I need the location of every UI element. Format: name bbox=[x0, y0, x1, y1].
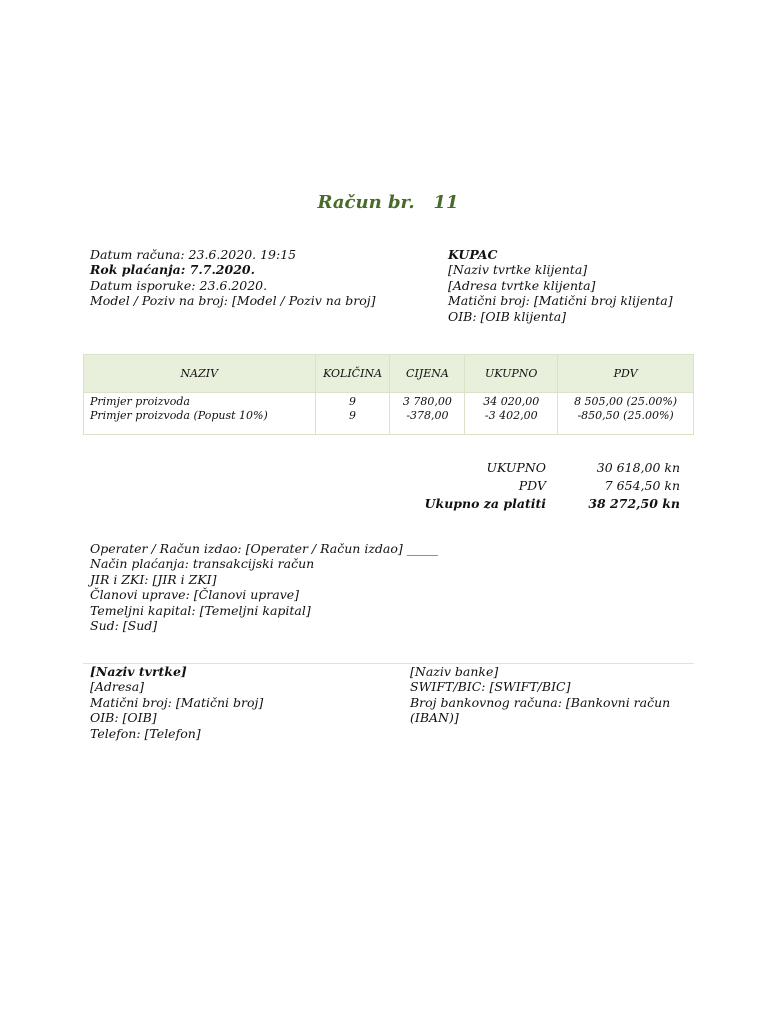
grand-total-value: 38 272,50 kn bbox=[588, 496, 680, 511]
item-quantity-cell bbox=[315, 393, 390, 435]
subtotal-value: 30 618,00 kn bbox=[596, 460, 680, 475]
item-vat-cell bbox=[558, 393, 694, 435]
invoice-details bbox=[90, 247, 376, 309]
item-name: Primjer proizvoda bbox=[90, 395, 190, 408]
company-reg-no: Matični broj: [Matični broj] bbox=[90, 694, 264, 710]
court: Sud: [Sud] bbox=[90, 618, 158, 634]
payment-method: Način plaćanja: transakcijski račun bbox=[90, 556, 315, 572]
payment-reference: Model / Poziv na broj: [Model / Poziv na broj] bbox=[90, 293, 376, 309]
grand-total-label: Ukupno za platiti bbox=[424, 496, 546, 511]
item-price-cell bbox=[390, 393, 465, 435]
operator-line: Operater / Račun izdao: [Operater / Račun izdao] _____ bbox=[90, 541, 438, 556]
item-total-cell bbox=[465, 393, 558, 435]
vat-total-value: 7 654,50 kn bbox=[604, 478, 680, 493]
column-header-quantity: KOLIČINA bbox=[315, 355, 390, 393]
table-row bbox=[84, 393, 694, 435]
due-date: Rok plaćanja: 7.7.2020. bbox=[90, 262, 255, 278]
column-header-price: CIJENA bbox=[390, 355, 465, 393]
buyer-oib: OIB: [OIB klijenta] bbox=[448, 308, 567, 324]
bank-name: [Naziv banke] bbox=[410, 664, 499, 679]
buyer-reg-no: Matični broj: [Matični broj klijenta] bbox=[448, 293, 673, 309]
item-vat: 8 505,00 (25.00%) bbox=[574, 395, 678, 408]
subtotal-label: UKUPNO bbox=[486, 460, 546, 475]
company-address: [Adresa] bbox=[90, 679, 145, 695]
vat-total-label: PDV bbox=[518, 478, 546, 493]
delivery-date: Datum isporuke: 23.6.2020. bbox=[90, 277, 268, 293]
item-quantity: 9 bbox=[349, 395, 357, 408]
company-oib: OIB: [OIB] bbox=[90, 710, 157, 726]
bank-swift: SWIFT/BIC: [SWIFT/BIC] bbox=[410, 679, 571, 695]
buyer-heading: KUPAC bbox=[448, 247, 498, 262]
company-block bbox=[90, 664, 263, 741]
items-table bbox=[83, 354, 694, 435]
share-capital: Temeljni kapital: [Temeljni kapital] bbox=[90, 602, 311, 618]
item-names-cell bbox=[84, 393, 316, 435]
item-name: Primjer proizvoda (Popust 10%) bbox=[90, 409, 268, 422]
column-header-total: UKUPNO bbox=[465, 355, 558, 393]
bank-account-continued: (IBAN)] bbox=[410, 710, 459, 726]
buyer-block bbox=[448, 247, 673, 324]
item-quantity: 9 bbox=[349, 409, 357, 422]
company-name: [Naziv tvrtke] bbox=[90, 664, 187, 679]
buyer-name: [Naziv tvrtke klijenta] bbox=[448, 262, 588, 278]
company-phone: Telefon: [Telefon] bbox=[90, 725, 201, 741]
board-members: Članovi uprave: [Članovi uprave] bbox=[90, 587, 300, 603]
table-header-row bbox=[84, 355, 694, 393]
bank-account: Broj bankovnog računa: [Bankovni račun bbox=[410, 694, 671, 710]
item-price: -378,00 bbox=[406, 409, 449, 422]
invoice-title: Račun br. 11 bbox=[317, 192, 459, 213]
buyer-address: [Adresa tvrtke klijenta] bbox=[448, 277, 596, 293]
jir-zki: JIR i ZKI: [JIR i ZKI] bbox=[90, 571, 217, 587]
item-total: 34 020,00 bbox=[483, 395, 540, 408]
totals-labels bbox=[400, 459, 546, 513]
totals-values bbox=[560, 459, 680, 513]
invoice-notes bbox=[90, 541, 438, 633]
bank-block bbox=[410, 664, 680, 726]
column-header-vat: PDV bbox=[558, 355, 694, 393]
item-vat: -850,50 (25.00%) bbox=[577, 409, 674, 422]
item-total: -3 402,00 bbox=[484, 409, 538, 422]
column-header-name: NAZIV bbox=[84, 355, 316, 393]
invoice-date: Datum računa: 23.6.2020. 19:15 bbox=[90, 247, 297, 262]
item-price: 3 780,00 bbox=[402, 395, 452, 408]
